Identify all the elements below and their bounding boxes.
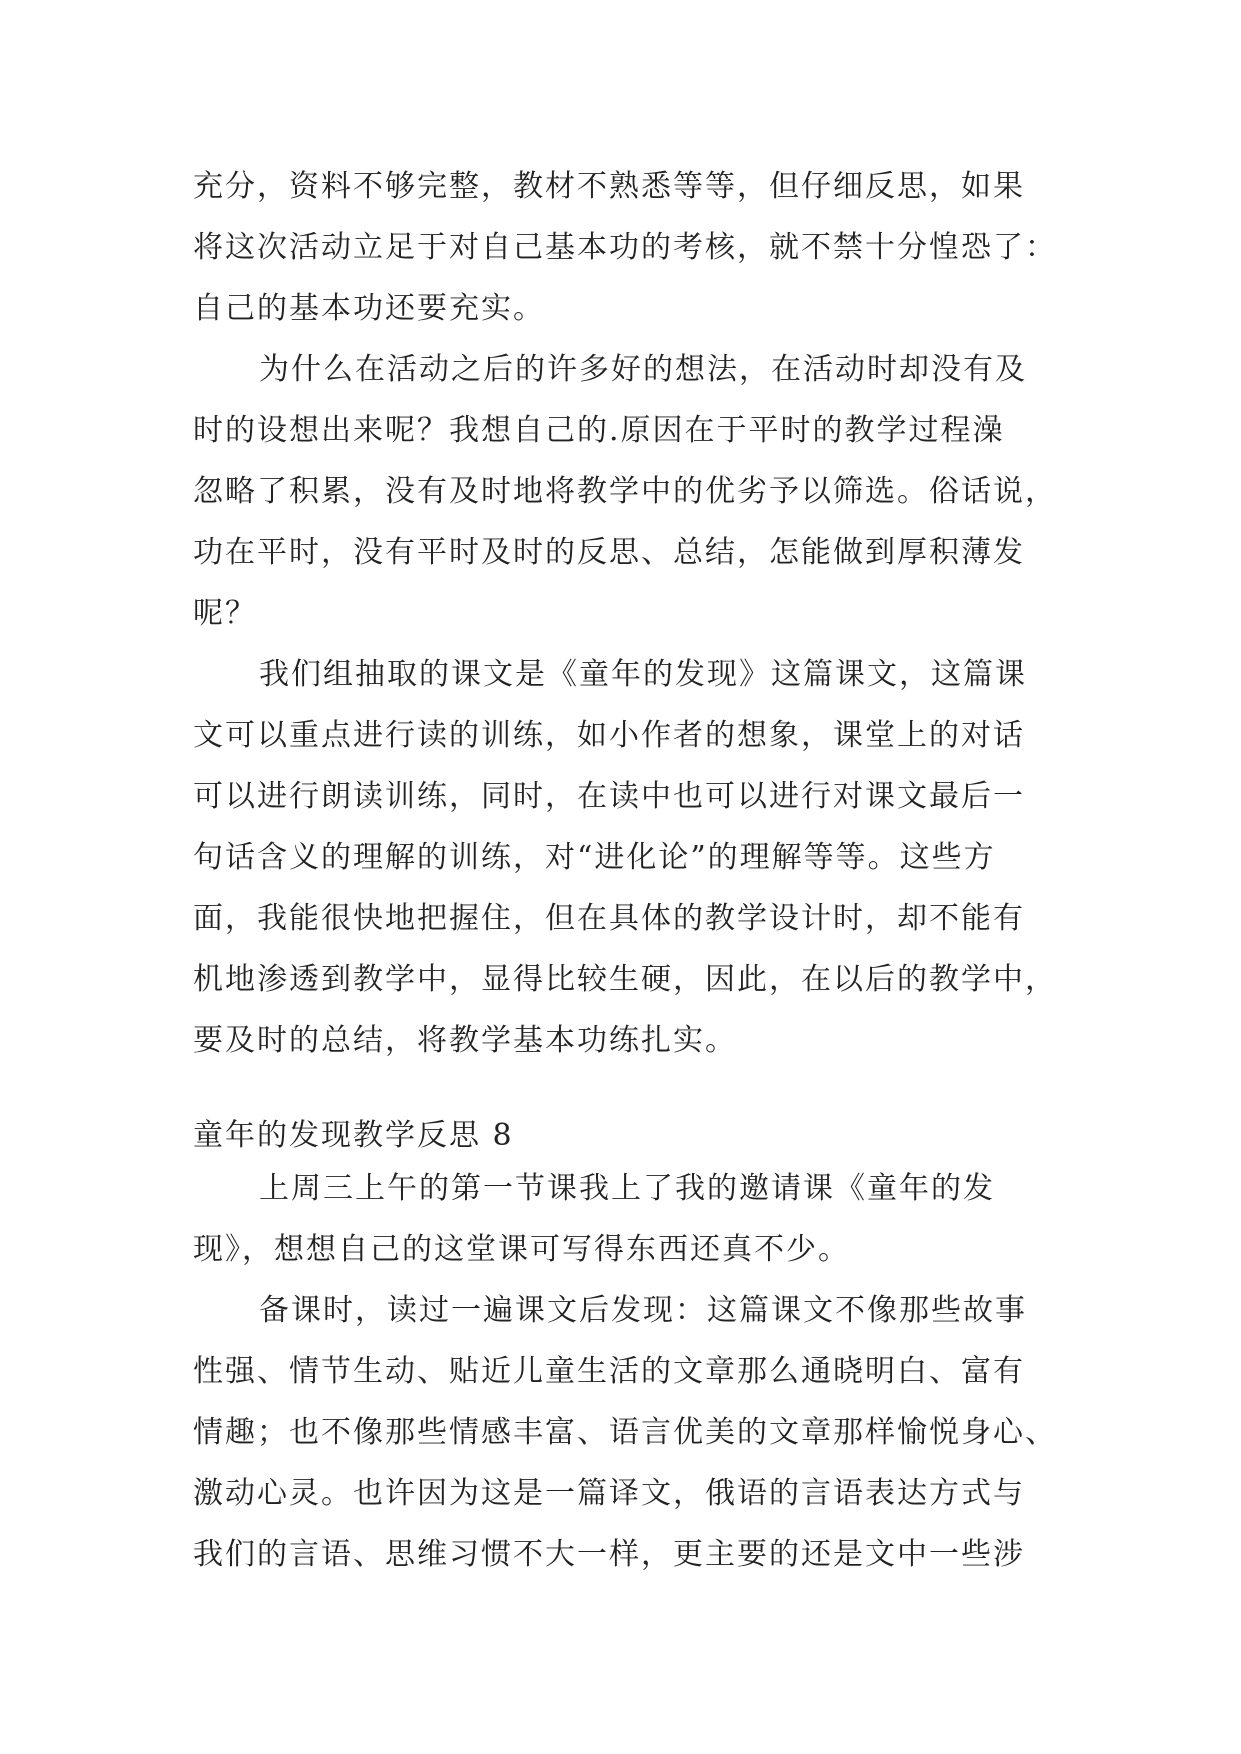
paragraph-reflection-why [193, 339, 1057, 644]
text-line: 面，我能很快地把握住，但在具体的教学设计时，却不能有 [193, 901, 1025, 936]
text-line: 可以进行朗读训练，同时，在读中也可以进行对课文最后一 [193, 779, 1025, 814]
document-body [193, 156, 1057, 1585]
text-line: 为什么在活动之后的许多好的想法，在活动时却没有及 [259, 352, 1027, 387]
paragraph-invited-lesson [193, 1158, 1053, 1280]
text-line: 自己的基本功还要充实。 [193, 291, 545, 326]
text-line: 我们的言语、思维习惯不大一样，更主要的还是文中一些涉 [193, 1537, 1025, 1572]
text-line: 激动心灵。也许因为这是一篇译文，俄语的言语表达方式与 [193, 1476, 1025, 1511]
text-line: 情趣；也不像那些情感丰富、语言优美的文章那样愉悦身心、 [193, 1415, 1057, 1450]
paragraph-lesson-prep [193, 1280, 1057, 1585]
text-line: 将这次活动立足于对自己基本功的考核，就不禁十分惶恐了： [193, 230, 1057, 265]
paragraph-lesson-text [193, 644, 1057, 1071]
text-line: 功在平时，没有平时及时的反思、总结，怎能做到厚积薄发 [193, 535, 1025, 570]
section-gap [193, 1071, 1053, 1114]
text-line: 忽略了积累，没有及时地将教学中的优劣予以筛选。俗话说， [193, 474, 1057, 509]
text-line: 上周三上午的第一节课我上了我的邀请课《童年的发 [259, 1171, 995, 1206]
text-line: 现》，想想自己的这堂课可写得东西还真不少。 [193, 1232, 850, 1267]
text-line: 文可以重点进行读的训练，如小作者的想象，课堂上的对话 [193, 718, 1025, 753]
text-line: 性强、情节生动、贴近儿童生活的文章那么通晓明白、富有 [193, 1354, 1025, 1389]
text-line: 充分，资料不够完整，教材不熟悉等等，但仔细反思，如果 [193, 169, 1025, 204]
section-heading: 童年的发现教学反思 8 [193, 1118, 514, 1153]
text-line: 备课时，读过一遍课文后发现：这篇课文不像那些故事 [259, 1293, 1027, 1328]
text-line: 我们组抽取的课文是《童年的发现》这篇课文，这篇课 [259, 657, 1027, 692]
paragraph-continuation [193, 156, 1057, 339]
text-line: 时的设想出来呢？我想自己的.原因在于平时的教学过程澡 [193, 413, 1005, 448]
text-line: 呢？ [193, 596, 257, 631]
text-line: 机地渗透到教学中，显得比较生硬，因此，在以后的教学中， [193, 962, 1057, 997]
text-line: 要及时的总结，将教学基本功练扎实。 [193, 1023, 737, 1058]
text-line: 句话含义的理解的训练，对“进化论”的理解等等。这些方 [193, 840, 996, 875]
